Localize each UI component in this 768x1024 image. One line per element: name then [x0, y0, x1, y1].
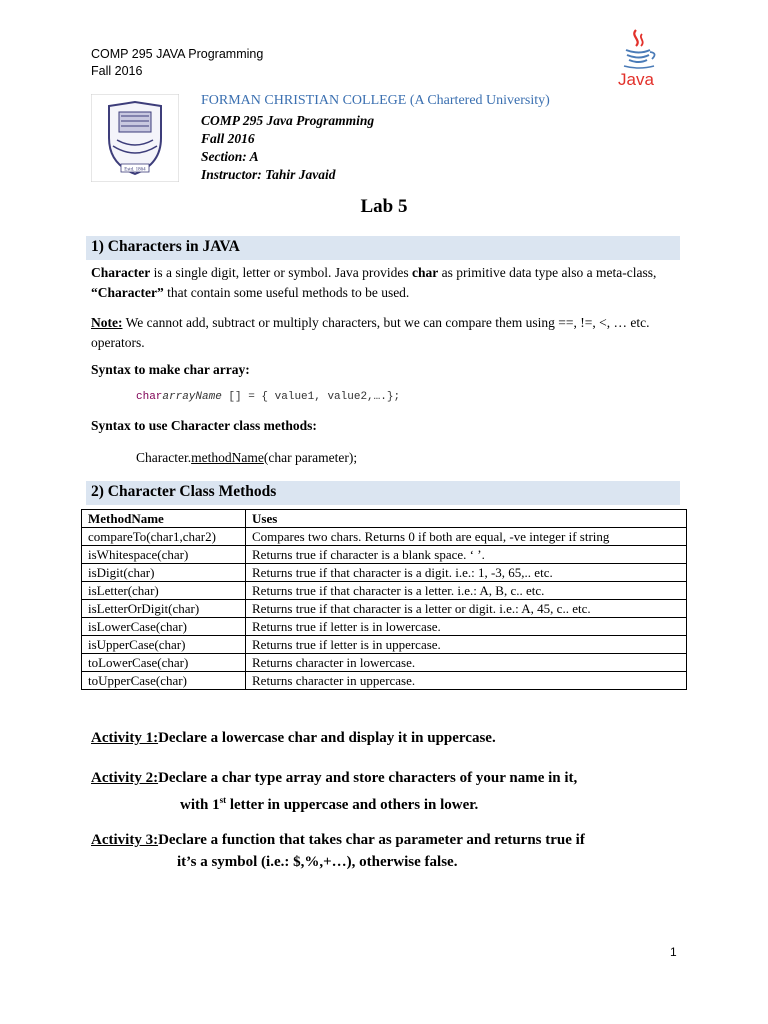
activity-3: [91, 829, 691, 873]
method-cell: compareTo(char1,char2): [82, 528, 246, 546]
code-identifier: arrayName: [162, 391, 222, 403]
activity-label: Activity 2:: [91, 770, 159, 786]
intro-term-char: char: [411, 265, 439, 280]
uses-cell: Compares two chars. Returns 0 if both are equal, -ve integer if string: [246, 528, 687, 546]
activity-text: Declare a char type array and store characters of your name in it,: [158, 770, 578, 786]
table-row: [82, 546, 687, 564]
table-row: [82, 564, 687, 582]
table-row: [82, 582, 687, 600]
activity-text-part: letter in uppercase and others in lower.: [226, 797, 479, 813]
method-cell: isLowerCase(char): [82, 618, 246, 636]
syntax-params: (char parameter);: [263, 450, 358, 465]
java-cup-icon: [614, 28, 664, 72]
activity-text-part: with 1: [180, 797, 220, 813]
method-cell: toLowerCase(char): [82, 654, 246, 672]
uses-cell: Returns character in lowercase.: [246, 654, 687, 672]
course-title: COMP 295 Java Programming: [201, 113, 375, 128]
intro-text-2: as primitive data type also a meta-class,: [438, 265, 657, 280]
course-section: Section: A: [201, 149, 259, 164]
code-rest: [] = { value1, value2,….};: [221, 391, 401, 403]
syntax-class: Character.: [136, 450, 192, 465]
course-instructor: Instructor: Tahir Javaid: [201, 167, 336, 182]
note-paragraph: [91, 313, 681, 353]
table-header-row: [82, 510, 687, 528]
table-row: [82, 528, 687, 546]
methods-table: [81, 509, 687, 690]
uses-cell: Returns true if that character is a letter. i.e.: A, B, c.. etc.: [246, 582, 687, 600]
table-row: [82, 600, 687, 618]
method-cell: isLetter(char): [82, 582, 246, 600]
intro-paragraph: [91, 263, 681, 303]
college-crest: [91, 94, 179, 182]
college-name: FORMAN CHRISTIAN COLLEGE (A Chartered University): [201, 93, 550, 108]
activity-text: Declare a lowercase char and display it in uppercase.: [158, 730, 496, 746]
method-cell: isUpperCase(char): [82, 636, 246, 654]
syntax-array-heading: Syntax to make char array:: [91, 362, 250, 377]
uses-cell: Returns character in uppercase.: [246, 672, 687, 690]
intro-term-metaclass: “Character”: [91, 285, 164, 300]
course-term: Fall 2016: [201, 131, 255, 146]
note-label: Note:: [91, 315, 123, 330]
syntax-method-name: methodName: [191, 450, 264, 465]
syntax-methods-code: [136, 448, 536, 468]
activity-2: [91, 767, 691, 816]
method-cell: isDigit(char): [82, 564, 246, 582]
syntax-array-code: [136, 391, 400, 403]
uses-cell: Returns true if that character is a digit. i.e.: 1, -3, 65,.. etc.: [246, 564, 687, 582]
header-course: COMP 295 JAVA Programming: [91, 47, 264, 61]
crest-estd-text: Estd. 1864: [124, 167, 146, 173]
uses-cell: Returns true if letter is in lowercase.: [246, 618, 687, 636]
page-number: 1: [670, 945, 677, 959]
activity-text-line2: [91, 797, 478, 813]
section2-heading: 2) Character Class Methods: [91, 483, 277, 500]
column-header-uses: Uses: [246, 510, 687, 528]
method-cell: isWhitespace(char): [82, 546, 246, 564]
activity-text-line2: it’s a symbol (i.e.: $,%,+…), otherwise false.: [177, 854, 458, 870]
activity-1: [91, 727, 691, 749]
document-header: [91, 46, 263, 80]
method-cell: isLetterOrDigit(char): [82, 600, 246, 618]
activity-text: Declare a function that takes char as parameter and returns true if: [158, 832, 585, 848]
intro-text-3: that contain some useful methods to be used.: [163, 285, 410, 300]
java-logo-text: Java: [618, 70, 654, 89]
activity-superscript: st: [219, 795, 227, 805]
uses-cell: Returns true if character is a blank space. ‘ ’.: [246, 546, 687, 564]
column-header-methodname: MethodName: [82, 510, 246, 528]
section1-heading: 1) Characters in JAVA: [91, 238, 240, 255]
lab-title: Lab 5: [360, 196, 408, 217]
table-row: [82, 636, 687, 654]
uses-cell: Returns true if that character is a letter or digit. i.e.: A, 45, c.. etc.: [246, 600, 687, 618]
code-keyword: char: [136, 391, 163, 403]
header-term: Fall 2016: [91, 64, 143, 78]
intro-term-character: Character: [91, 265, 151, 280]
table-row: [82, 672, 687, 690]
note-text: We cannot add, subtract or multiply characters, but we can compare them using ==, !=, <, … etc. operators.: [91, 315, 650, 350]
intro-text-1: is a single digit, letter or symbol. Java provides: [150, 265, 412, 280]
table-row: [82, 654, 687, 672]
syntax-methods-heading: Syntax to use Character class methods:: [91, 418, 317, 433]
activity-label: Activity 1:: [91, 730, 159, 746]
uses-cell: Returns true if letter is in uppercase.: [246, 636, 687, 654]
activity-label: Activity 3:: [91, 832, 159, 848]
table-row: [82, 618, 687, 636]
method-cell: toUpperCase(char): [82, 672, 246, 690]
